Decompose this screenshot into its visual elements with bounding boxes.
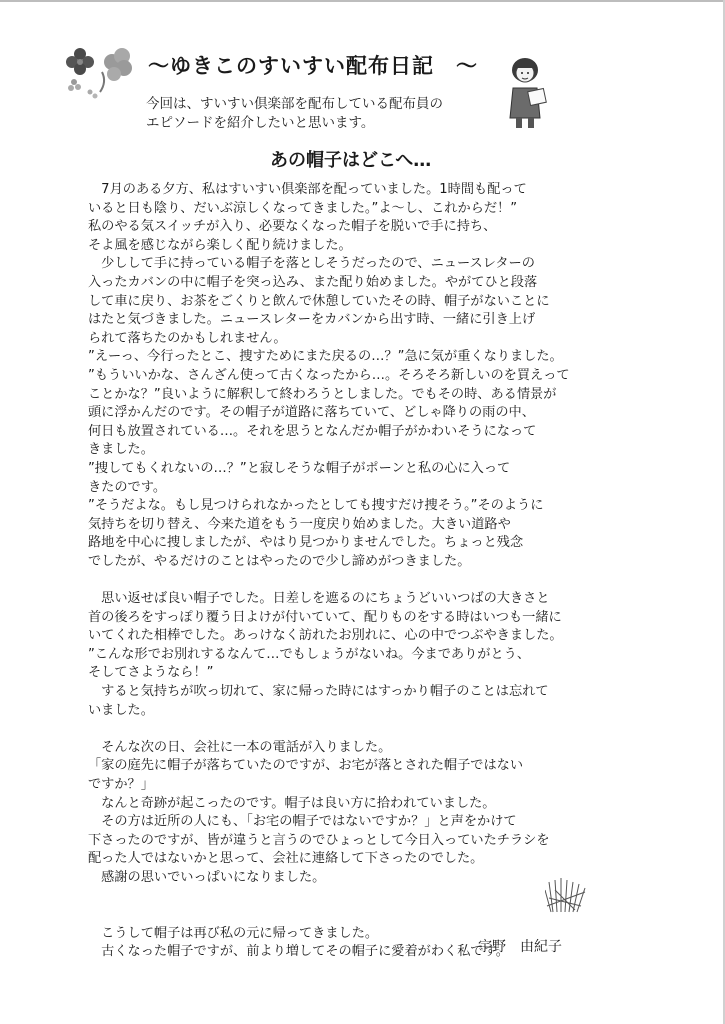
body-line: そんな次の日、会社に一本の電話が入りました。 [88,739,392,755]
body-line: られて落ちたのかもしれません。 [88,330,287,346]
body-line: そしてさようなら！” [88,665,214,681]
body-line: いてくれた相棒でした。あっけなく訪れたお別れに、心の中でつぶやきました。 [88,628,563,644]
body-line: 路地を中心に捜しましたが、やはり見つかりませんでした。ちょっと残念 [88,535,524,551]
body-line: でしたが、やるだけのことはやったので少し諦めがつきました。 [88,553,471,569]
body-line: きたのです。 [88,479,167,495]
body-line: 古くなった帽子ですが、前より増してその帽子に愛着がわく私です。 [88,944,509,960]
body-line: 頭に浮かんだのです。その帽子が道路に落ちていて、どしゃ降りの雨の中、 [88,405,535,421]
body-line: なんと奇跡が起こったのです。帽子は良い方に拾われていました。 [88,795,496,811]
body-line [88,571,658,590]
intro-text [146,95,506,133]
body-line: 首の後ろをすっぽり覆う日よけが付いていて、配りものをする時はいつも一緒に [88,609,562,625]
body-line: ”えーっ、今行ったとこ、捜すためにまた戻るの…？”急に気が重くなりました。 [88,349,563,365]
body-line: そよ風を感じながら楽しく配り続けました。 [88,237,352,253]
intro-line: 今回は、すいすい倶楽部を配布している配布員の [146,96,443,112]
article-subtitle: あの帽子はどこへ… [270,150,432,171]
body-line: 私のやる気スイッチが入り、必要なくなった帽子を脱いで手に持ち、 [88,219,497,235]
body-line: して車に戻り、お茶をごくりと飲んで休憩していたその時、帽子がないことに [88,293,550,309]
body-line: 思い返せば良い帽子でした。日差しを遮るのにちょうどいいつばの大きさと [88,591,550,607]
body-line: きました。 [88,442,154,458]
body-line: ですか？」 [88,777,154,792]
clover-flower-icon [62,42,142,104]
body-line: いました。 [88,702,154,718]
body-line: 感謝の思いでいっぱいになりました。 [88,869,326,885]
body-line: こうして帽子は再び私の元に帰ってきました。 [88,925,379,941]
body-line: ”そうだよな。もし見つけられなかったとしても捜すだけ捜そう。”そのように [88,498,544,514]
article-body [88,181,658,962]
page-title: ～ゆきこのすいすい配布日記 ～ [148,54,478,78]
intro-line: エピソードを紹介したいと思います。 [146,115,375,131]
scan-edge-top [0,0,725,2]
grass-doodle-icon [545,876,589,916]
author-name: 宇野 由紀子 [478,939,562,955]
body-line: すると気持ちが吹っ切れて、家に帰った時にはすっかり帽子のことは忘れて [88,684,549,700]
body-line: 「家の庭先に帽子が落ちていたのですが、お宅が落とされた帽子ではない [88,758,524,774]
body-line: その方は近所の人にも、「お宅の帽子ではないですか？」と声をかけて [88,814,517,830]
girl-reading-icon [503,54,549,132]
body-line: 何日も放置されている…。それを思うとなんだか帽子がかわいそうになって [88,423,537,439]
body-line: ”もういいかな、さんざん使って古くなったから…。そろそろ新しいのを買えって [88,367,570,383]
body-line: ことかな？”良いように解釈して終わろうとしました。でもその時、ある情景が [88,386,557,402]
body-line: 少しして手に持っている帽子を落としそうだったので、ニュースレターの [88,256,535,272]
body-line: 7月のある夕方、私はすいすい倶楽部を配っていました。1時間も配って [88,182,527,197]
body-line: 下さったのですが、皆が違うと言うのでひょっとして今日入っていたチラシを [88,832,550,848]
body-line: 気持ちを切り替え、今来た道をもう一度戻り始めました。大きい道路や [88,516,511,532]
body-line [88,720,658,739]
body-line: 入ったカバンの中に帽子を突っ込み、また配り始めました。やがてひと段落 [88,274,538,290]
body-line: はたと気づきました。ニュースレターをカバンから出す時、一緒に引き上げ [88,312,536,328]
body-line: いると日も陰り、だいぶ涼しくなってきました。”よ～し、これからだ！” [88,200,518,216]
body-line: ”こんな形でお別れするなんて…でもしょうがないね。今までありがとう、 [88,646,531,662]
body-line: ”捜してもくれないの…？”と寂しそうな帽子がポーンと私の心に入って [88,460,511,476]
body-line: 配った人ではないかと思って、会社に連絡して下さったのでした。 [88,851,484,867]
